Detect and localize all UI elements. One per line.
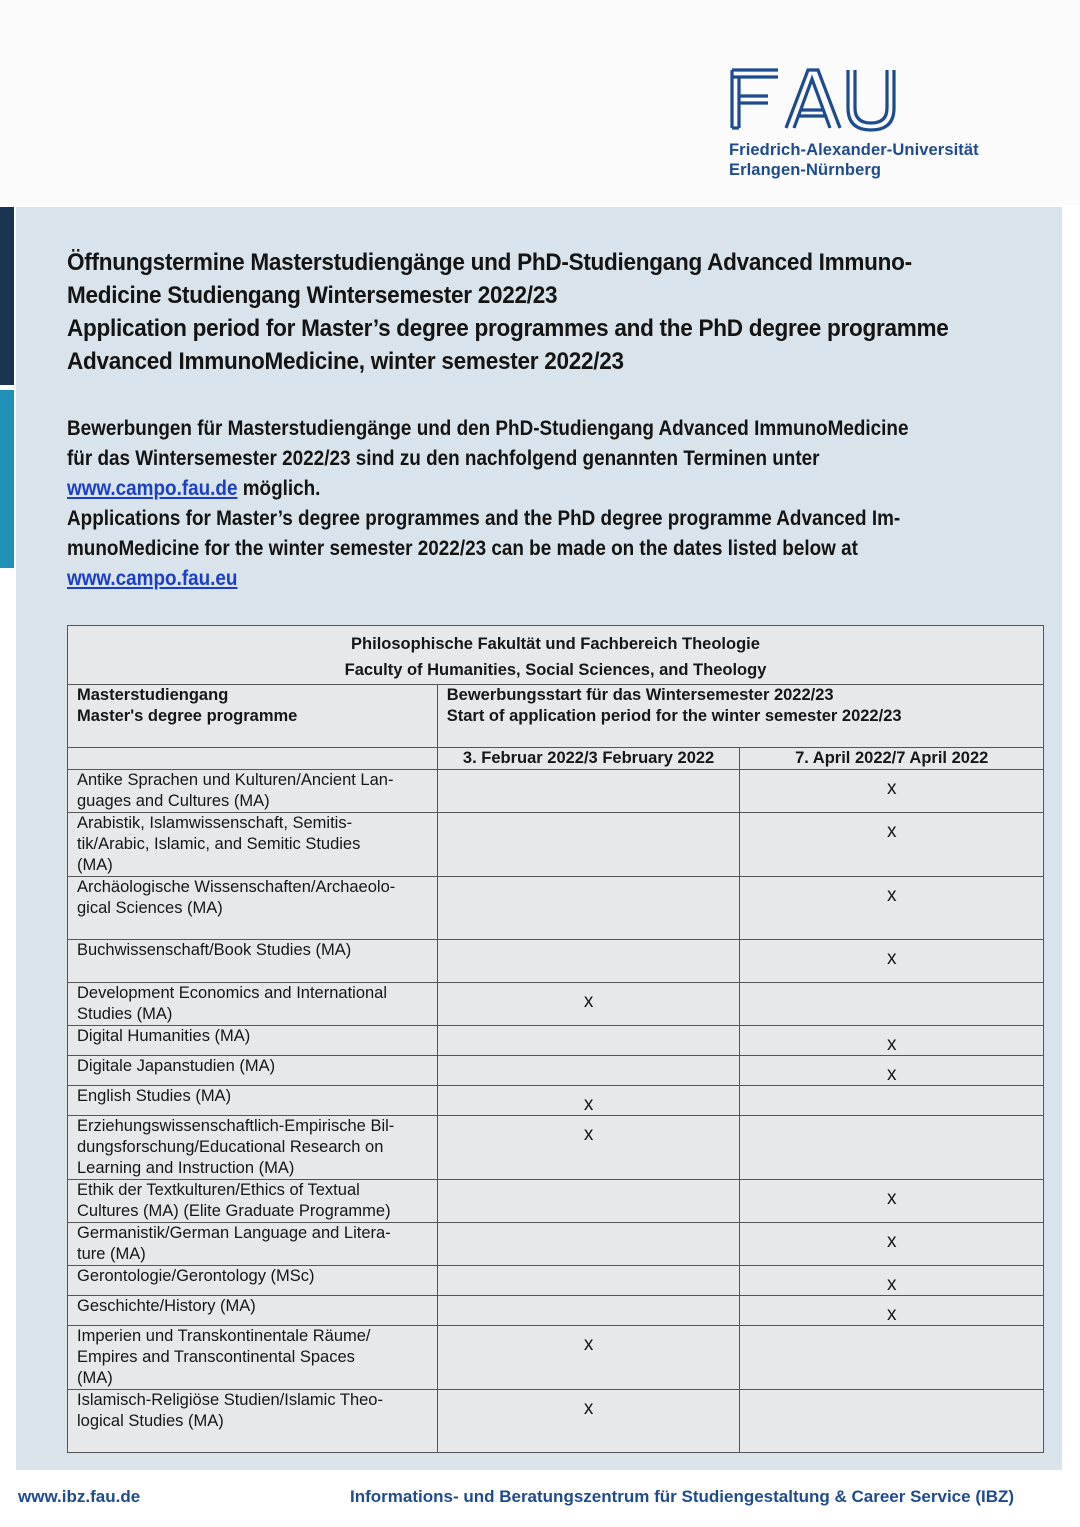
april-mark-cell: x <box>740 1266 1044 1296</box>
february-mark-cell <box>437 1266 740 1296</box>
april-mark-cell <box>740 1116 1044 1180</box>
university-name-line1: Friedrich-Alexander-Universität <box>729 141 979 159</box>
programme-name-line: Cultures (MA) (Elite Graduate Programme) <box>77 1202 391 1220</box>
intro-de-line3 <box>67 474 1039 504</box>
date-february-header: 3. Februar 2022/3 February 2022 <box>437 748 740 770</box>
intro-en-line3 <box>67 564 1039 594</box>
programme-name-line: Archäologische Wissenschaften/Archaeolo- <box>77 878 396 896</box>
campo-de-link[interactable]: www.campo.fau.de <box>67 477 238 500</box>
table-row <box>68 940 1044 983</box>
accent-bar-light <box>0 390 14 568</box>
programme-name-line: dungsforschung/Educational Research on <box>77 1138 384 1156</box>
february-mark-cell <box>437 877 740 940</box>
programme-name-cell <box>68 940 438 983</box>
table-row <box>68 1086 1044 1116</box>
programme-name-cell <box>68 1390 438 1453</box>
programme-name-line: English Studies (MA) <box>77 1087 232 1105</box>
february-mark-cell: x <box>437 1086 740 1116</box>
table-row <box>68 1326 1044 1390</box>
university-name <box>729 140 979 180</box>
intro-en-line1: Applications for Master’s degree programmes and the PhD degree programme Advanced Im- <box>67 507 901 530</box>
february-mark-cell <box>437 770 740 813</box>
programme-name-line: Development Economics and International <box>77 984 388 1002</box>
fau-logo-icon <box>728 66 898 132</box>
april-mark-cell: x <box>740 813 1044 877</box>
programme-name-line: (MA) <box>77 1369 113 1387</box>
programme-name-line: ture (MA) <box>77 1245 146 1263</box>
programme-name-line: Digitale Japanstudien (MA) <box>77 1057 276 1075</box>
intro-text <box>67 414 1039 594</box>
programme-name-cell <box>68 1326 438 1390</box>
february-mark-cell: x <box>437 1390 740 1453</box>
programme-name-cell <box>68 1056 438 1086</box>
table-row <box>68 1180 1044 1223</box>
april-mark-cell: x <box>740 940 1044 983</box>
intro-de-line2: für das Wintersemester 2022/23 sind zu den nachfolgend genannten Terminen unter <box>67 447 820 470</box>
programme-name-line: guages and Cultures (MA) <box>77 792 270 810</box>
programme-name-line: Gerontologie/Gerontology (MSc) <box>77 1267 315 1285</box>
accent-bar-dark <box>0 207 14 385</box>
february-mark-cell: x <box>437 1326 740 1390</box>
title-de-line1: Öffnungstermine Masterstudiengänge und PhD-Studiengang Advanced Immuno- <box>67 249 912 276</box>
programme-name-line: Erziehungswissenschaftlich-Empirische Bil- <box>77 1117 395 1135</box>
programme-name-line: logical Studies (MA) <box>77 1412 224 1430</box>
february-mark-cell <box>437 940 740 983</box>
intro-de-line1: Bewerbungen für Masterstudiengänge und den PhD-Studiengang Advanced ImmunoMedicine <box>67 417 909 440</box>
title-en-line2: Advanced ImmunoMedicine, winter semester 2022/23 <box>67 348 624 375</box>
faculty-header <box>68 626 1044 685</box>
programme-name-cell <box>68 1116 438 1180</box>
february-mark-cell <box>437 1056 740 1086</box>
col2-label-de: Bewerbungsstart für das Wintersemester 2022/23 <box>446 686 834 704</box>
table-row <box>68 1116 1044 1180</box>
april-mark-cell <box>740 1326 1044 1390</box>
april-mark-cell: x <box>740 1026 1044 1056</box>
title-de-line2: Medicine Studiengang Wintersemester 2022/23 <box>67 282 558 309</box>
table-row <box>68 770 1044 813</box>
table-row <box>68 1266 1044 1296</box>
col1-label-en: Master's degree programme <box>77 707 298 725</box>
february-mark-cell: x <box>437 1116 740 1180</box>
col2-label-en: Start of application period for the winter semester 2022/23 <box>446 707 902 725</box>
programme-name-cell <box>68 1296 438 1326</box>
programme-name-cell <box>68 1086 438 1116</box>
intro-de-tail: möglich. <box>237 477 321 500</box>
april-mark-cell: x <box>740 1296 1044 1326</box>
programme-name-line: Imperien und Transkontinentale Räume/ <box>77 1327 371 1345</box>
footer-website[interactable]: www.ibz.fau.de <box>18 1487 141 1506</box>
programme-name-line: gical Sciences (MA) <box>77 899 223 917</box>
april-mark-cell: x <box>740 1056 1044 1086</box>
programme-name-line: Digital Humanities (MA) <box>77 1027 251 1045</box>
programme-name-line: Islamisch-Religiöse Studien/Islamic Theo- <box>77 1391 383 1409</box>
february-mark-cell <box>437 1026 740 1056</box>
table-row <box>68 983 1044 1026</box>
page-title <box>67 246 1042 378</box>
programme-name-line: Geschichte/History (MA) <box>77 1297 256 1315</box>
table-row <box>68 1296 1044 1326</box>
programme-name-line: Learning and Instruction (MA) <box>77 1159 295 1177</box>
programme-name-line: Empires and Transcontinental Spaces <box>77 1348 355 1366</box>
february-mark-cell: x <box>437 983 740 1026</box>
april-mark-cell: x <box>740 877 1044 940</box>
table-row <box>68 1223 1044 1266</box>
programme-name-line: Antike Sprachen und Kulturen/Ancient Lan- <box>77 771 394 789</box>
table-row <box>68 1390 1044 1453</box>
april-mark-cell: x <box>740 1223 1044 1266</box>
april-mark-cell: x <box>740 770 1044 813</box>
faculty-name-de: Philosophische Fakultät und Fachbereich Theologie <box>351 635 760 653</box>
table-row <box>68 1026 1044 1056</box>
programme-name-line: Ethik der Textkulturen/Ethics of Textual <box>77 1181 360 1199</box>
dates-blank-cell <box>68 748 438 770</box>
april-mark-cell <box>740 1390 1044 1453</box>
february-mark-cell <box>437 813 740 877</box>
date-april-header: 7. April 2022/7 April 2022 <box>740 748 1044 770</box>
programme-name-cell <box>68 1266 438 1296</box>
programme-name-cell <box>68 813 438 877</box>
programme-name-cell <box>68 1180 438 1223</box>
footer-center-name: Informations- und Beratungszentrum für Studiengestaltung & Career Service (IBZ) <box>350 1487 1015 1506</box>
programme-name-cell <box>68 877 438 940</box>
programme-name-line: Arabistik, Islamwissenschaft, Semitis- <box>77 814 353 832</box>
programme-name-line: tik/Arabic, Islamic, and Semitic Studies <box>77 835 361 853</box>
programme-name-cell <box>68 770 438 813</box>
february-mark-cell <box>437 1296 740 1326</box>
col1-label-de: Masterstudiengang <box>77 686 229 704</box>
application-start-header <box>437 685 1043 748</box>
programme-column-header <box>68 685 438 748</box>
table-row <box>68 813 1044 877</box>
university-name-line2: Erlangen-Nürnberg <box>729 161 882 179</box>
february-mark-cell <box>437 1180 740 1223</box>
programme-name-cell <box>68 1223 438 1266</box>
programme-name-cell <box>68 983 438 1026</box>
programme-name-cell <box>68 1026 438 1056</box>
programme-name-line: Studies (MA) <box>77 1005 173 1023</box>
campo-eu-link[interactable]: www.campo.fau.eu <box>67 567 238 590</box>
intro-en-line2: munoMedicine for the winter semester 2022/23 can be made on the dates listed below at <box>67 537 858 560</box>
fau-logo[interactable] <box>728 66 998 186</box>
april-mark-cell <box>740 983 1044 1026</box>
programme-name-line: Buchwissenschaft/Book Studies (MA) <box>77 941 352 959</box>
programme-name-line: (MA) <box>77 856 113 874</box>
programme-table <box>67 625 1044 1453</box>
title-en-line1: Application period for Master’s degree programmes and the PhD degree programme <box>67 315 949 342</box>
table-row <box>68 1056 1044 1086</box>
page-header <box>0 0 1080 205</box>
april-mark-cell: x <box>740 1180 1044 1223</box>
programme-name-line: Germanistik/German Language and Litera- <box>77 1224 391 1242</box>
faculty-name-en: Faculty of Humanities, Social Sciences, and Theology <box>344 661 767 679</box>
table-row <box>68 877 1044 940</box>
april-mark-cell <box>740 1086 1044 1116</box>
february-mark-cell <box>437 1223 740 1266</box>
